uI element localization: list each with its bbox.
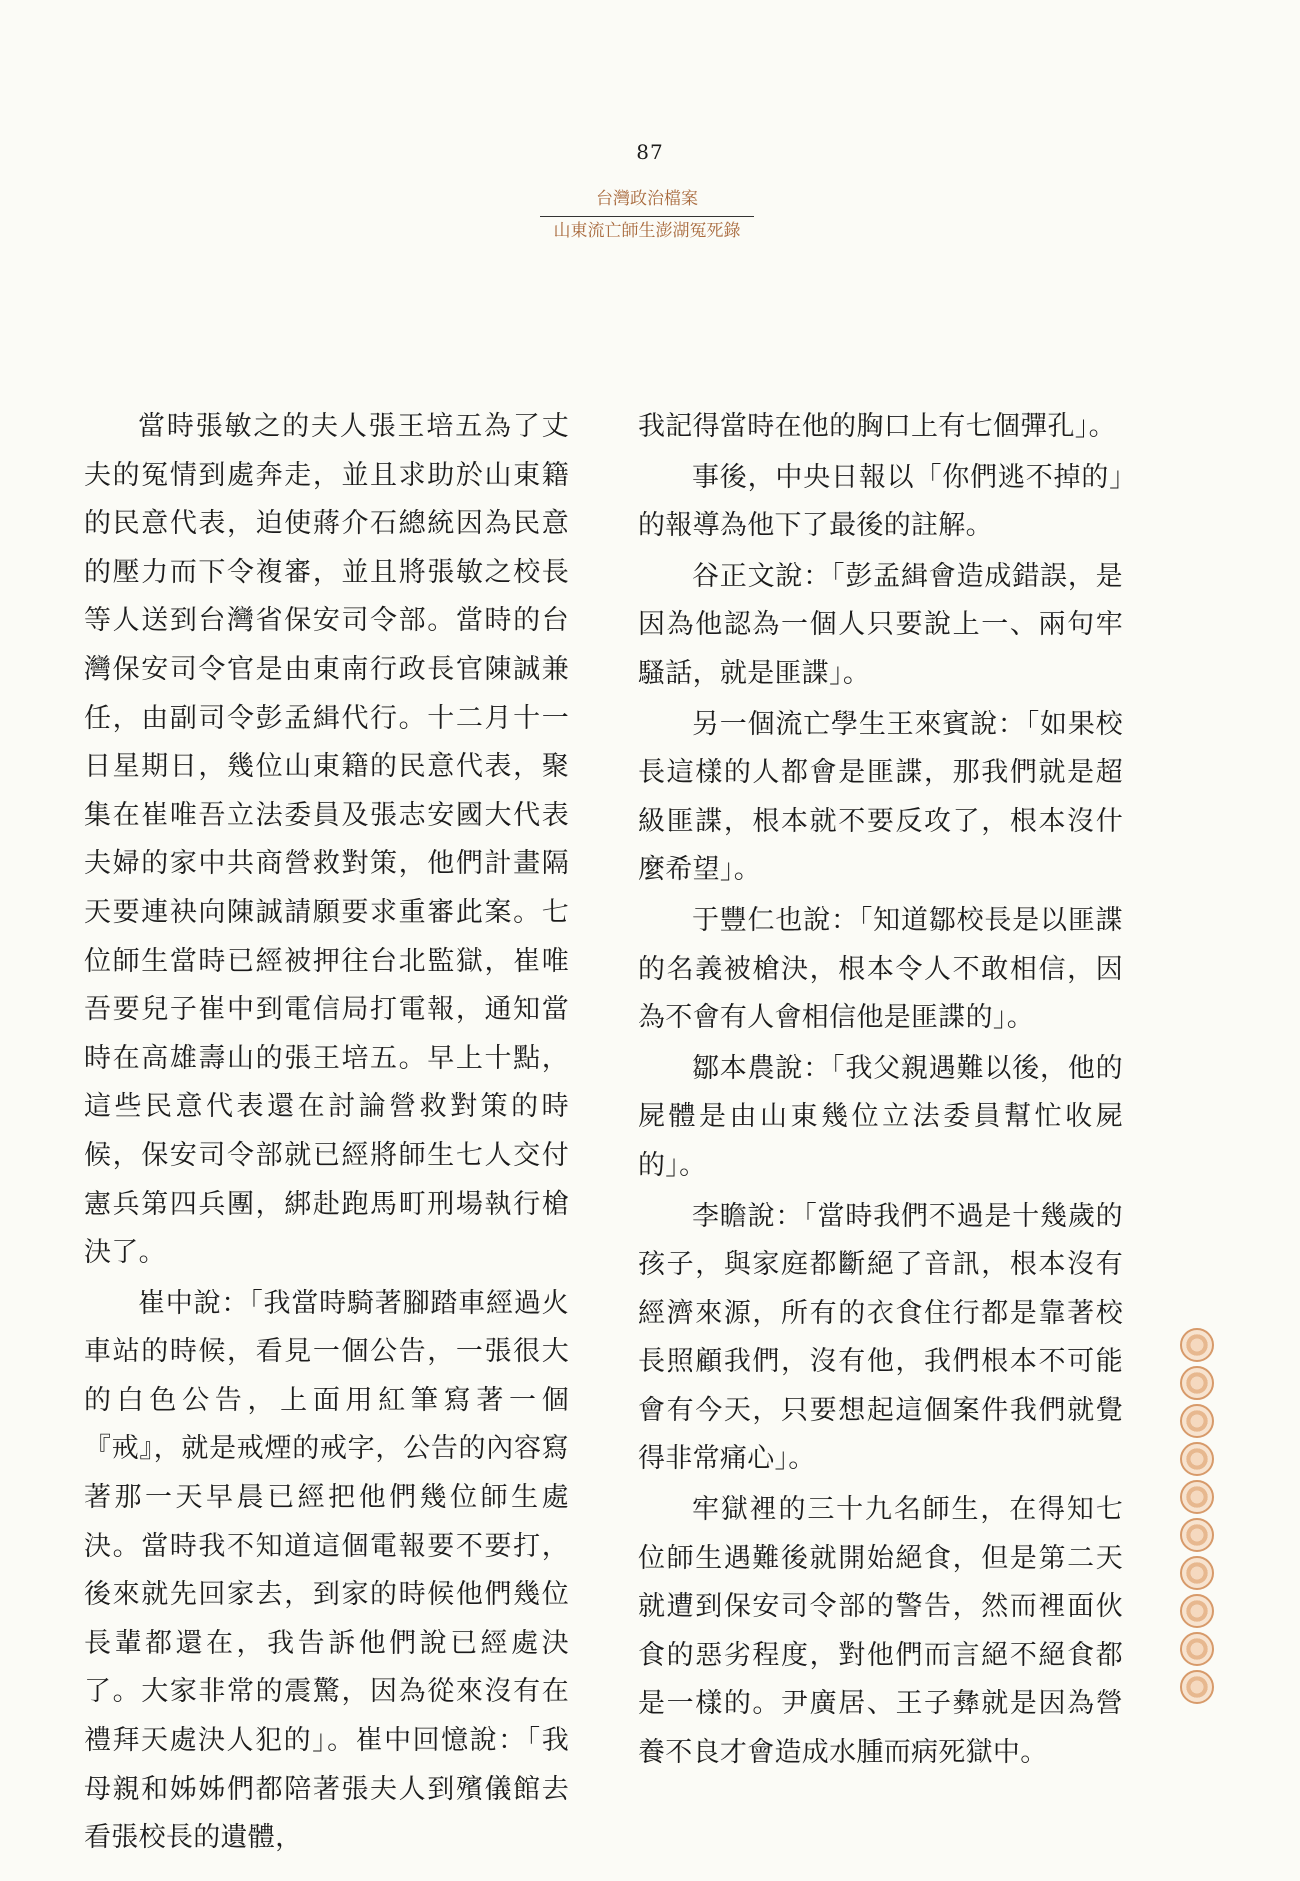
left-column xyxy=(84,403,569,1863)
paragraph: 事後，中央日報以「你們逃不掉的」的報導為他下了最後的註解。 xyxy=(638,461,1123,542)
right-column xyxy=(638,403,1123,1778)
seal-ornament-icon xyxy=(1180,1594,1214,1628)
seal-ornament-icon xyxy=(1180,1670,1214,1704)
seal-ornament-icon xyxy=(1180,1328,1214,1362)
paragraph: 當時張敏之的夫人張王培五為了丈夫的冤情到處奔走，並且求助於山東籍的民意代表，迫使蔣介石總統因為民意的壓力而下令複審，並且將張敏之校長等人送到台灣省保安司令部。當時的台灣保安司令官是由東南行政長官陳誠兼任，由副司令彭孟緝代行。十二月十一日星期日，幾位山東籍的民意代表，聚集在崔唯吾立法委員及張志安國大代表夫婦的家中共商營救對策，他們計畫隔天要連袂向陳誠請願要求重審此案。七位師生當時已經被押往台北監獄，崔唯吾要兒子崔中到電信局打電報，通知當時在高雄壽山的張王培五。早上十點，這些民意代表還在討論營救對策的時候，保安司令部就已經將師生七人交付憲兵第四兵團，綁赴跑馬町刑場執行槍決了。 xyxy=(84,411,569,1269)
running-head-rule xyxy=(540,216,754,217)
seal-ornament-icon xyxy=(1180,1404,1214,1438)
paragraph: 另一個流亡學生王來賓說：「如果校長這樣的人都會是匪諜，那我們就是超級匪諜，根本就不要反攻了，根本沒什麼希望」。 xyxy=(638,708,1123,886)
seal-ornament-icon xyxy=(1180,1556,1214,1590)
paragraph-continued: 我記得當時在他的胸口上有七個彈孔」。 xyxy=(638,411,1116,442)
paragraph: 谷正文說：「彭孟緝會造成錯誤，是因為他認為一個人只要說上一、兩句牢騷話，就是匪諜」。 xyxy=(638,560,1123,689)
running-head xyxy=(540,188,754,242)
paragraph: 鄒本農說：「我父親遇難以後，他的屍體是由山東幾位立法委員幫忙收屍的」。 xyxy=(638,1052,1123,1181)
decorative-seal-strip xyxy=(1180,1328,1218,1708)
running-head-subtitle: 山東流亡師生澎湖冤死錄 xyxy=(553,221,741,241)
seal-ornament-icon xyxy=(1180,1442,1214,1476)
seal-ornament-icon xyxy=(1180,1632,1214,1666)
paragraph: 李瞻說：「當時我們不過是十幾歲的孩子，與家庭都斷絕了音訊，根本沒有經濟來源，所有的衣食住行都是靠著校長照顧我們，沒有他，我們根本不可能會有今天，只要想起這個案件我們就覺得非常痛心」。 xyxy=(638,1200,1123,1475)
paragraph: 牢獄裡的三十九名師生，在得知七位師生遇難後就開始絕食，但是第二天就遭到保安司令部的警告，然而裡面伙食的惡劣程度，對他們而言絕不絕食都是一樣的。尹廣居、王子彝就是因為營養不良才會造成水腫而病死獄中。 xyxy=(638,1494,1123,1769)
seal-ornament-icon xyxy=(1180,1480,1214,1514)
page-number: 87 xyxy=(636,140,664,164)
seal-ornament-icon xyxy=(1180,1518,1214,1552)
paragraph: 于豐仁也說：「知道鄒校長是以匪諜的名義被槍決，根本令人不敢相信，因為不會有人會相信他是匪諜的」。 xyxy=(638,904,1123,1034)
seal-ornament-icon xyxy=(1180,1366,1214,1400)
running-head-title: 台灣政治檔案 xyxy=(596,189,698,209)
paragraph: 崔中說：「我當時騎著腳踏車經過火車站的時候，看見一個公告，一張很大的白色公告，上面用紅筆寫著一個『戒』，就是戒煙的戒字，公告的內容寫著那一天早晨已經把他們幾位師生處決。當時我不知道這個電報要不要打，後來就先回家去，到家的時候他們幾位長輩都還在，我告訴他們說已經處決了。大家非常的震驚，因為從來沒有在禮拜天處決人犯的」。崔中回憶說：「我母親和姊姊們都陪著張夫人到殯儀館去看張校長的遺體， xyxy=(84,1287,569,1854)
